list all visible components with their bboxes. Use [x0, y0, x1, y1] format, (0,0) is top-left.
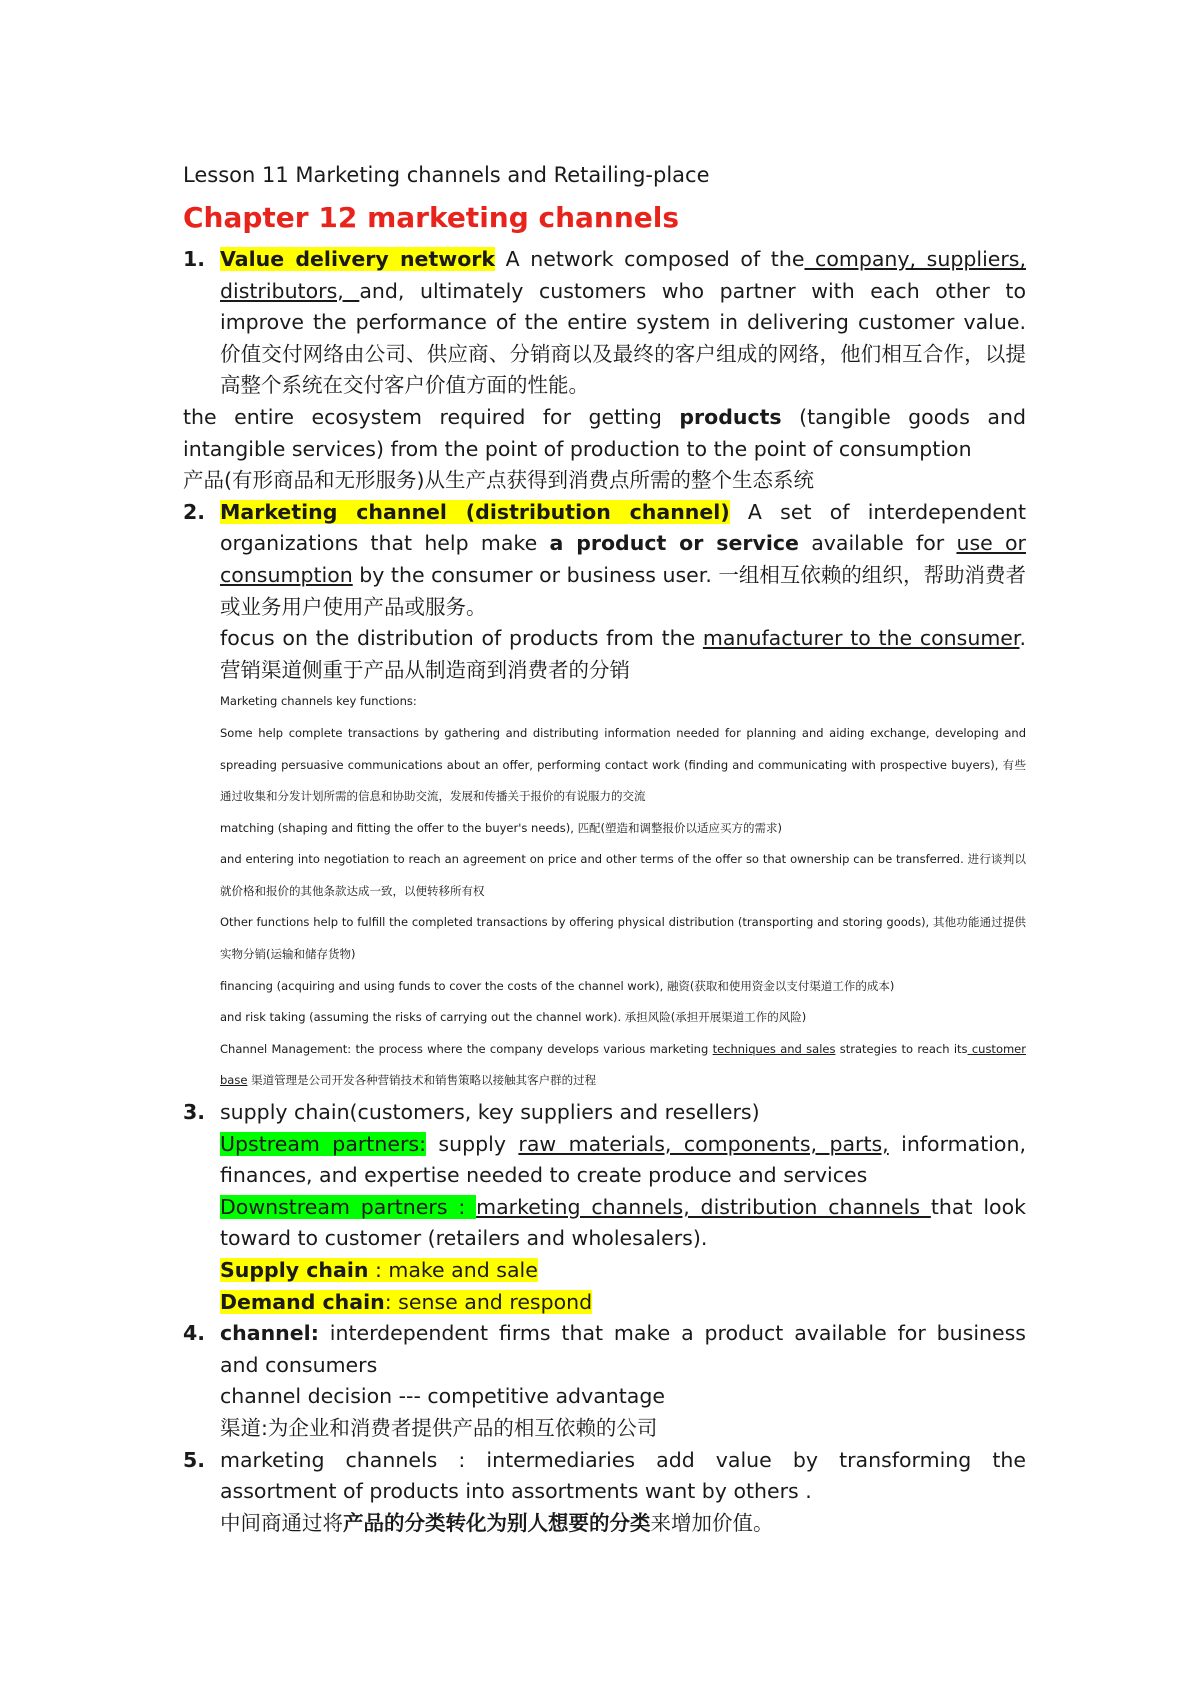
chinese-text: 中间商通过将	[220, 1510, 343, 1535]
bold-text: products	[679, 404, 782, 429]
text: and, ultimately customers who partner with each other to improve the performance of the entire system in delivering customer value.	[220, 278, 1026, 335]
underlined-text: company, suppliers, distributors,	[220, 247, 1027, 303]
list-item-3	[183, 1097, 1026, 1129]
text: information, finances, and expertise needed to create produce and services	[220, 1131, 1026, 1188]
channel-management	[220, 1034, 1026, 1097]
text: matching (shaping and fitting the offer to the buyer's needs),	[220, 820, 578, 835]
paragraph-focus	[183, 623, 1026, 686]
text: .	[1019, 626, 1026, 651]
chinese-text: 匹配(塑造和调整报价以适应买方的需求)	[577, 820, 783, 835]
supply-chain-highlight	[220, 1258, 538, 1282]
chinese-text: 融资(获取和使用资金以支付渠道工作的成本)	[666, 978, 895, 993]
downstream-partners	[183, 1192, 1026, 1255]
text: supply	[425, 1131, 519, 1156]
item-number: 2.	[183, 499, 206, 524]
text: marketing channels : intermediaries add value by transforming the assortment of products into assortments want by others .	[220, 1447, 1026, 1504]
underlined-text: manufacturer to the consumer	[702, 626, 1020, 651]
list-item-1	[183, 244, 1026, 402]
chinese-text: 一组相互依赖的组织，帮助消费者或业务用户使用产品或服务。	[220, 562, 1026, 619]
chinese-text: 渠道:为企业和消费者提供产品的相互依赖的公司	[220, 1415, 658, 1440]
key-functions-heading: Marketing channels key functions:	[220, 694, 417, 709]
chinese-paragraph: 产品(有形商品和无形服务)从生产点获得到消费点所需的整个生态系统	[183, 468, 814, 493]
downstream-label: Downstream partners :	[220, 1194, 477, 1219]
chinese-sentence	[183, 1508, 1026, 1540]
text: focus on the distribution of products from the	[220, 626, 703, 651]
underlined-text: techniques and sales	[712, 1041, 836, 1056]
key-function-1	[220, 718, 1026, 813]
bold-text: Demand chain	[220, 1289, 385, 1314]
text: financing (acquiring and using funds to cover the costs of the channel work),	[220, 978, 667, 993]
chinese-text: 其他功能通过提供实物分销(运输和储存货物)	[220, 915, 1027, 962]
text: strategies to reach its	[835, 1041, 968, 1056]
text: interdependent firms that make a product available for business and consumers	[220, 1321, 1026, 1377]
text: and entering into negotiation to reach an agreement on price and other terms of the offer so that ownership can be transferred.	[220, 852, 968, 867]
bold-text: Supply chain	[220, 1258, 369, 1282]
item-number: 3.	[183, 1100, 206, 1125]
text: that look toward to customer (retailers and wholesalers).	[220, 1194, 1026, 1251]
key-function-3	[220, 844, 1026, 907]
text: and risk taking (assuming the risks of carrying out the channel work).	[220, 1010, 625, 1025]
key-function-2	[220, 813, 1026, 845]
text: available for	[798, 531, 957, 556]
key-function-4	[220, 907, 1026, 970]
key-function-5	[220, 971, 1026, 1003]
item-number: 5.	[183, 1447, 206, 1472]
chinese-text: 来增加价值。	[650, 1510, 774, 1535]
underlined-text: customer base	[220, 1041, 1026, 1088]
chinese-text: 进行谈判以就价格和报价的其他条款达成一致，以便转移所有权	[220, 852, 1026, 898]
text: : make and sale	[368, 1258, 538, 1282]
key-functions-block	[183, 686, 1026, 1097]
lesson-title: Lesson 11 Marketing channels and Retailing-place	[183, 163, 710, 187]
demand-chain-line	[183, 1287, 1026, 1319]
list-item-4	[183, 1318, 1026, 1381]
bold-text: a product or service	[549, 531, 799, 556]
upstream-label: Upstream partners:	[220, 1131, 426, 1156]
bold-chinese-text: 产品的分类转化为别人想要的分类	[343, 1510, 651, 1535]
bold-text: channel:	[220, 1321, 319, 1346]
chinese-text: 渠道管理是公司开发各种营销技术和销售策略以接触其客户群的过程	[247, 1073, 597, 1088]
key-function-6	[220, 1002, 1026, 1034]
paragraph-ecosystem	[183, 402, 1026, 465]
text: Other functions help to fulfill the completed transactions by offering physical distribution (transporting and storing goods),	[220, 915, 934, 930]
text: the entire ecosystem required for getting	[183, 404, 680, 429]
chapter-title: Chapter 12 marketing channels	[183, 201, 680, 234]
chinese-text: 有些通过收集和分发计划所需的信息和协助交流，发展和传播关于报价的有说服力的交流	[220, 757, 1027, 804]
list-item-2	[183, 497, 1026, 623]
term-value-delivery-network: Value delivery network	[220, 247, 496, 271]
list-item-5	[183, 1445, 1026, 1508]
upstream-partners	[183, 1129, 1026, 1192]
chinese-text: 价值交付网络由公司、供应商、分销商以及最终的客户组成的网络，他们相互合作，以提高整个系统在交付客户价值方面的性能。	[220, 341, 1026, 398]
underlined-text: use or consumption	[220, 531, 1026, 587]
text: : sense and respond	[384, 1289, 593, 1314]
supply-chain-line	[183, 1255, 1026, 1287]
supply-chain-heading: supply chain(customers, key suppliers and resellers)	[220, 1100, 760, 1125]
document-page	[183, 150, 1026, 1539]
item-number: 1.	[183, 247, 206, 271]
item-number: 4.	[183, 1321, 206, 1346]
text: A network composed of the	[495, 247, 805, 271]
text: A set of interdependent organizations that help make	[220, 499, 1026, 556]
channel-decision: channel decision --- competitive advantage	[220, 1384, 665, 1409]
underlined-text: marketing channels, distribution channels	[476, 1194, 931, 1219]
text: Channel Management: the process where the company develops various marketing	[220, 1041, 713, 1056]
chinese-text: 承担风险(承担开展渠道工作的风险)	[624, 1010, 807, 1025]
demand-chain-highlight	[220, 1290, 592, 1314]
text: Some help complete transactions by gathering and distributing information needed for planning and aiding exchange, developing and spreading persuasive communications about an offer, performing contact work (finding and communicating with prospective buyers),	[220, 725, 1026, 772]
chinese-text: 营销渠道侧重于产品从制造商到消费者的分销	[220, 657, 630, 682]
underlined-text: raw materials, components, parts,	[518, 1131, 889, 1156]
text: (tangible goods and intangible services) from the point of production to the point of consumption	[183, 404, 1026, 461]
text: by the consumer or business user.	[352, 562, 719, 587]
term-marketing-channel: Marketing channel (distribution channel)	[220, 499, 730, 524]
